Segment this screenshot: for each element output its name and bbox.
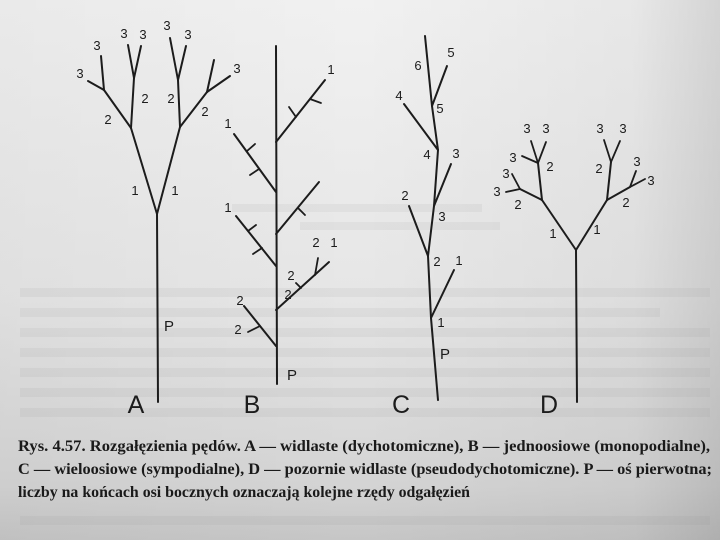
branch-order-label: 3 xyxy=(76,66,84,81)
branch-order-label: 2 xyxy=(167,91,175,106)
branch-order-label: 3 xyxy=(523,121,531,136)
branch-order-label: 6 xyxy=(414,58,422,73)
branch-order-label: 2 xyxy=(622,195,630,210)
panel-letter: C xyxy=(391,391,411,419)
branch-order-label: 2 xyxy=(595,161,603,176)
branch-order-label: 1 xyxy=(437,315,445,330)
branch-order-label: 1 xyxy=(330,235,338,250)
branch-order-label: 3 xyxy=(139,27,147,42)
branch-order-label: 2 xyxy=(546,159,554,174)
primary-axis xyxy=(576,250,577,402)
primary-axis xyxy=(276,46,277,384)
branch-order-label: 4 xyxy=(423,147,431,162)
branch-order-label: 1 xyxy=(224,116,232,131)
branch-order-label: 2 xyxy=(284,287,292,302)
caption-line: liczby na końcach osi bocznych oznaczają kolejne rzędy odgałęzień xyxy=(18,484,471,501)
primary-axis-label: P xyxy=(163,318,175,335)
panel-letter: D xyxy=(539,391,559,419)
branch-order-label: 2 xyxy=(401,188,409,203)
branch-order-label: 1 xyxy=(224,200,232,215)
branch-order-label: 5 xyxy=(436,101,444,116)
branch-order-label: 2 xyxy=(201,104,209,119)
branch-order-label: 3 xyxy=(493,184,501,199)
branch-order-label: 3 xyxy=(542,121,550,136)
branch-order-label: 3 xyxy=(93,38,101,53)
branch-order-label: 3 xyxy=(509,150,517,165)
panel-letter: B xyxy=(243,391,261,419)
branch-order-label: 1 xyxy=(327,62,335,77)
branch-order-label: 3 xyxy=(633,154,641,169)
caption-line: C — wieloosiowe (sympodialne), D — pozornie widlaste (pseudodychotomiczne). P — oś pierwotna; xyxy=(18,461,712,478)
primary-axis-label: P xyxy=(439,346,451,363)
branch-order-label: 1 xyxy=(171,183,179,198)
branch-order-label: 5 xyxy=(447,45,455,60)
branch-order-label: 3 xyxy=(163,18,171,33)
branch-order-label: 2 xyxy=(234,322,242,337)
branch-order-label: 3 xyxy=(452,146,460,161)
branch-order-label: 1 xyxy=(593,222,601,237)
branch-order-label: 3 xyxy=(647,173,655,188)
branch-order-label: 3 xyxy=(438,209,446,224)
panel-letter: A xyxy=(127,391,145,419)
primary-axis-label: P xyxy=(286,367,298,384)
branch-order-label: 2 xyxy=(514,197,522,212)
branch-order-label: 3 xyxy=(596,121,604,136)
branch-order-label: 3 xyxy=(184,27,192,42)
branch-order-label: 2 xyxy=(236,293,244,308)
branch-order-label: 2 xyxy=(104,112,112,127)
branch-order-label: 2 xyxy=(141,91,149,106)
branch-order-label: 1 xyxy=(131,183,139,198)
branch-order-label: 3 xyxy=(120,26,128,41)
branch-order-label: 3 xyxy=(233,61,241,76)
branch-order-label: 2 xyxy=(287,268,295,283)
branch-order-label: 1 xyxy=(455,253,463,268)
branch-order-label: 3 xyxy=(502,166,510,181)
branch-order-label: 3 xyxy=(619,121,627,136)
branch-order-label: 2 xyxy=(312,235,320,250)
caption-line: Rys. 4.57. Rozgałęzienia pędów. A — widlaste (dychotomiczne), B — jednoosiowe (monopodialne), xyxy=(18,438,710,455)
branch-order-label: 2 xyxy=(433,254,441,269)
branch-order-label: 4 xyxy=(395,88,403,103)
branch-order-label: 1 xyxy=(549,226,557,241)
primary-axis xyxy=(157,214,158,402)
